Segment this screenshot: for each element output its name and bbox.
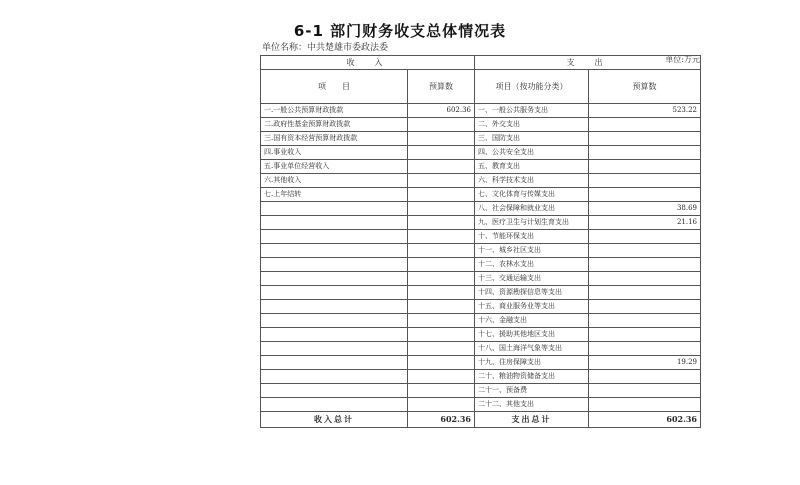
income-value-cell [408, 202, 475, 216]
table-row [261, 104, 701, 118]
income-value-cell [408, 188, 475, 202]
income-total-label: 收入总计 [261, 412, 408, 428]
expense-value-cell [589, 272, 701, 286]
expense-total-label: 支出总计 [475, 412, 589, 428]
income-item-cell [261, 230, 408, 244]
income-item-cell [261, 398, 408, 412]
income-value-cell [408, 146, 475, 160]
expense-value-cell: 19.29 [589, 356, 701, 370]
expense-value-cell [589, 132, 701, 146]
expense-item-cell: 九、医疗卫生与计划生育支出 [475, 216, 589, 230]
income-item-cell: 二.政府性基金预算财政拨款 [261, 118, 408, 132]
expense-item-cell: 十八、国土海洋气象等支出 [475, 342, 589, 356]
expense-total-value: 602.36 [589, 412, 701, 428]
income-item-cell: 六.其他收入 [261, 174, 408, 188]
expense-item-cell: 十四、资源勘探信息等支出 [475, 286, 589, 300]
income-value-cell [408, 328, 475, 342]
income-item-header: 项 目 [261, 70, 408, 104]
income-item-cell [261, 216, 408, 230]
expense-item-cell: 十七、援助其他地区支出 [475, 328, 589, 342]
income-item-cell: 五.事业单位经营收入 [261, 160, 408, 174]
income-value-cell [408, 118, 475, 132]
expense-item-cell: 十一、城乡社区支出 [475, 244, 589, 258]
income-value-cell [408, 160, 475, 174]
expense-item-cell: 十二、农林水支出 [475, 258, 589, 272]
table-row [261, 188, 701, 202]
expense-item-cell: 十六、金融支出 [475, 314, 589, 328]
table-row [261, 300, 701, 314]
income-value-cell [408, 370, 475, 384]
expense-budget-header: 预算数 [589, 70, 701, 104]
finance-table [260, 55, 701, 428]
expense-value-cell [589, 300, 701, 314]
income-item-cell [261, 314, 408, 328]
income-item-cell: 四.事业收入 [261, 146, 408, 160]
income-item-cell [261, 244, 408, 258]
table-row [261, 314, 701, 328]
income-value-cell [408, 300, 475, 314]
table-body [261, 104, 701, 412]
expense-value-cell [589, 160, 701, 174]
income-item-cell [261, 384, 408, 398]
income-item-cell [261, 356, 408, 370]
expense-value-cell: 38.69 [589, 202, 701, 216]
income-value-cell [408, 244, 475, 258]
table-row [261, 244, 701, 258]
income-value-cell [408, 272, 475, 286]
table-row [261, 328, 701, 342]
expense-item-header: 项目（按功能分类） [475, 70, 589, 104]
page-title: 6-1 部门财务收支总体情况表 [293, 22, 507, 40]
income-total-value: 602.36 [408, 412, 475, 428]
table-row [261, 356, 701, 370]
expense-item-cell: 一、一般公共服务支出 [475, 104, 589, 118]
expense-item-cell: 四、公共安全支出 [475, 146, 589, 160]
expense-value-cell [589, 384, 701, 398]
table-row [261, 230, 701, 244]
expense-value-cell: 523.22 [589, 104, 701, 118]
expense-item-cell: 二十二、其他支出 [475, 398, 589, 412]
expense-value-cell [589, 188, 701, 202]
table-row [261, 258, 701, 272]
table-row [261, 272, 701, 286]
income-value-cell [408, 314, 475, 328]
total-row [261, 412, 701, 428]
expense-item-cell: 十、节能环保支出 [475, 230, 589, 244]
unit-name: 单位名称：中共楚雄市委政法委 [262, 43, 389, 53]
income-value-cell [408, 174, 475, 188]
expense-value-cell: 21.16 [589, 216, 701, 230]
expense-item-cell: 十三、交通运输支出 [475, 272, 589, 286]
table-row [261, 216, 701, 230]
expense-value-cell [589, 342, 701, 356]
income-item-cell [261, 286, 408, 300]
expense-value-cell [589, 398, 701, 412]
income-item-cell [261, 300, 408, 314]
table-row [261, 146, 701, 160]
expense-value-cell [589, 314, 701, 328]
income-item-cell: 七.上年结转 [261, 188, 408, 202]
expense-item-cell: 十九、住房保障支出 [475, 356, 589, 370]
expense-item-cell: 二十一、预备费 [475, 384, 589, 398]
table-row [261, 370, 701, 384]
table-row [261, 132, 701, 146]
expense-item-cell: 三、国防支出 [475, 132, 589, 146]
expense-item-cell: 七、文化体育与传媒支出 [475, 188, 589, 202]
income-value-cell [408, 230, 475, 244]
income-value-cell: 602.36 [408, 104, 475, 118]
table-row [261, 342, 701, 356]
expense-value-cell [589, 370, 701, 384]
income-item-cell [261, 328, 408, 342]
expense-value-cell [589, 286, 701, 300]
expense-value-cell [589, 328, 701, 342]
expense-value-cell [589, 146, 701, 160]
income-value-cell [408, 356, 475, 370]
income-value-cell [408, 384, 475, 398]
income-item-cell: 三.国有资本经营预算财政拨款 [261, 132, 408, 146]
expense-value-cell [589, 244, 701, 258]
income-item-cell: 一.一般公共预算财政拨款 [261, 104, 408, 118]
income-value-cell [408, 216, 475, 230]
expense-item-cell: 二十、粮油物资储备支出 [475, 370, 589, 384]
expense-item-cell: 二、外交支出 [475, 118, 589, 132]
expense-value-cell [589, 258, 701, 272]
income-item-cell [261, 342, 408, 356]
expense-item-cell: 六、科学技术支出 [475, 174, 589, 188]
expense-item-cell: 八、社会保障和就业支出 [475, 202, 589, 216]
expense-value-cell [589, 174, 701, 188]
income-item-cell [261, 272, 408, 286]
table-row [261, 286, 701, 300]
table-row [261, 202, 701, 216]
table-row [261, 160, 701, 174]
expense-header: 支 出 [475, 56, 701, 70]
income-value-cell [408, 398, 475, 412]
table-row [261, 118, 701, 132]
expense-value-cell [589, 230, 701, 244]
income-header: 收 入 [261, 56, 475, 70]
income-value-cell [408, 258, 475, 272]
table-row [261, 174, 701, 188]
unit-label: 单位:万元 [665, 55, 700, 64]
income-budget-header: 预算数 [408, 70, 475, 104]
table-row [261, 398, 701, 412]
income-value-cell [408, 286, 475, 300]
expense-item-cell: 十五、商业服务业等支出 [475, 300, 589, 314]
income-value-cell [408, 132, 475, 146]
income-item-cell [261, 258, 408, 272]
expense-item-cell: 五、教育支出 [475, 160, 589, 174]
table-row [261, 384, 701, 398]
income-item-cell [261, 202, 408, 216]
income-value-cell [408, 342, 475, 356]
expense-value-cell [589, 118, 701, 132]
income-item-cell [261, 370, 408, 384]
